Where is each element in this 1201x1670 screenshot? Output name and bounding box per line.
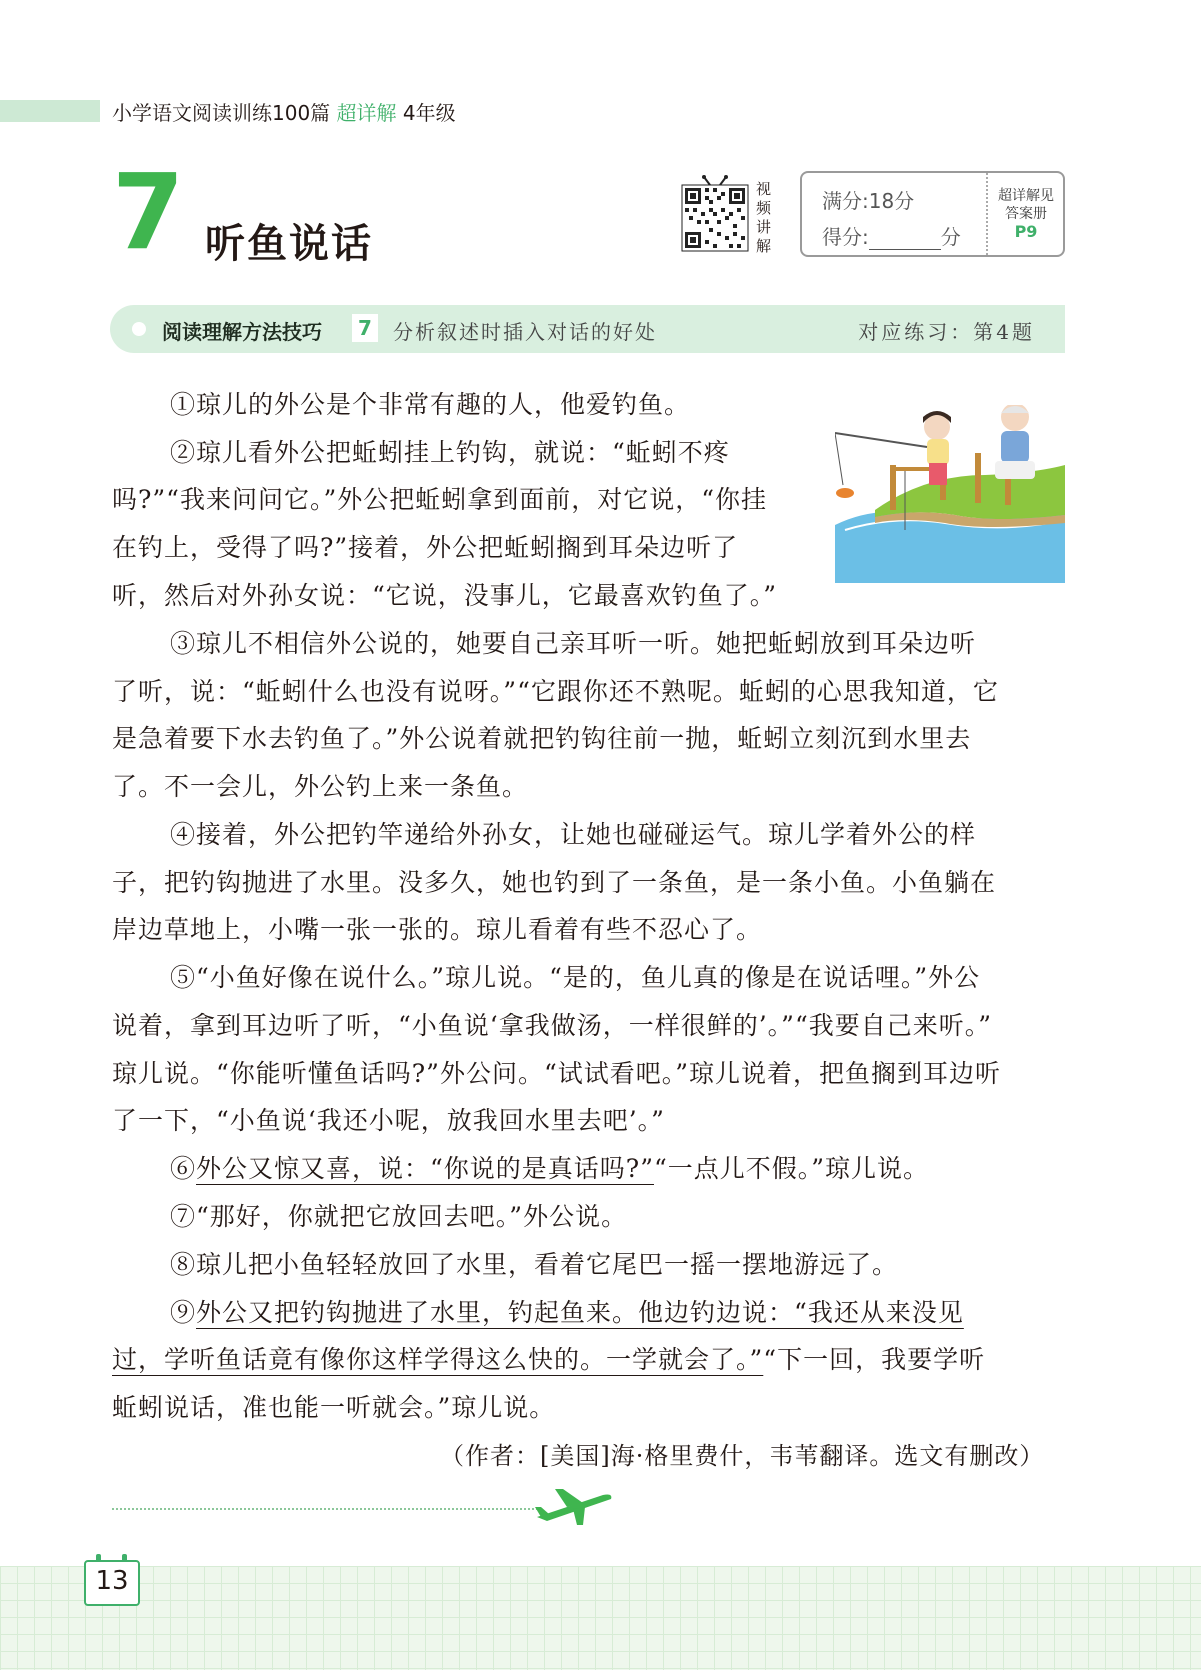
page-number-box <box>84 1560 140 1606</box>
passage-line: ⑤“小鱼好像在说什么。”琼儿说。“是的，鱼儿真的像是在说话哩。”外公 <box>170 963 981 992</box>
passage-line: 了。不一会儿，外公钓上来一条鱼。 <box>112 772 529 801</box>
header-color-bar <box>0 100 100 122</box>
book-header <box>112 97 456 126</box>
airplane-icon <box>533 1487 615 1527</box>
passage-line: 了一下，“小鱼说‘我还小呢，放我回水里去吧’。” <box>112 1106 665 1135</box>
passage-line: 了听，说：“蚯蚓什么也没有说呀。”“它跟你还不熟呢。蚯蚓的心思我知道，它 <box>112 677 999 706</box>
answer-ref-line1: 超详解见 <box>998 188 1054 204</box>
passage-line: 琼儿说。“你能听懂鱼话吗?”外公问。“试试看吧。”琼儿说着，把鱼搁到耳边听 <box>112 1059 1002 1088</box>
method-number: 7 <box>352 314 378 342</box>
passage-line: ③琼儿不相信外公说的，她要自己亲耳听一听。她把蚯蚓放到耳朵边听 <box>170 629 977 658</box>
passage-line <box>170 1152 929 1186</box>
answer-ref-line2: 答案册 <box>1005 206 1047 222</box>
passage-line: ②琼儿看外公把蚯蚓挂上钓钩，就说：“蚯蚓不疼 <box>170 438 730 467</box>
method-description: 分析叙述时插入对话的好处 <box>393 320 657 344</box>
passage-line: 说着，拿到耳边听了听，“小鱼说‘拿我做汤，一样很鲜的’。”“我要自己来听。” <box>112 1011 993 1040</box>
passage-line: 子，把钓钩抛进了水里。没多久，她也钓到了一条鱼，是一条小鱼。小鱼躺在 <box>112 868 997 897</box>
footer-grid-background <box>0 1566 1201 1670</box>
passage-line: 吗?”“我来问问它。”外公把蚯蚓拿到面前，对它说，“你挂 <box>112 485 768 514</box>
passage-line <box>170 1296 964 1330</box>
lesson-title: 听鱼说话 <box>205 221 373 267</box>
passage-line: ①琼儿的外公是个非常有趣的人，他爱钓鱼。 <box>170 390 691 419</box>
passage-line: ④接着，外公把钓竿递给外孙女，让她也碰碰运气。琼儿学着外公的样 <box>170 820 977 849</box>
passage-text: “下一回，我要学听 <box>763 1345 986 1374</box>
passage-line: 在钓上，受得了吗?”接着，外公把蚯蚓搁到耳朵边听了 <box>112 533 739 562</box>
qr-code-icon[interactable] <box>680 175 750 255</box>
passage-line: 蚯蚓说话，准也能一听就会。”琼儿说。 <box>112 1393 556 1422</box>
underlined-sentence: 外公又把钓钩抛进了水里，钓起鱼来。 <box>196 1298 639 1327</box>
passage-line: ⑦“那好，你就把它放回去吧。”外公说。 <box>170 1202 628 1231</box>
score-field[interactable] <box>822 221 961 250</box>
underlined-sentence: 外公又惊又喜，说：“你说的是真话吗?” <box>196 1154 654 1183</box>
score-unit: 分 <box>940 225 961 249</box>
passage-line: 岸边草地上，小嘴一张一张的。琼儿看着有些不忍心了。 <box>112 915 763 944</box>
score-box <box>800 171 1065 257</box>
method-banner <box>110 305 1065 353</box>
passage-line: 听，然后对外孙女说：“它说，没事儿，它最喜欢钓鱼了。” <box>112 581 778 610</box>
passage-line: 是急着要下水去钓鱼了。”外公说着就把钓钩往前一抛，蚯蚓立刻沉到水里去 <box>112 724 972 753</box>
qr-video-label: 视频讲解 <box>756 180 772 255</box>
passage-line <box>112 1343 985 1377</box>
answer-page: P9 <box>1014 222 1038 241</box>
footer-dotted-line <box>112 1508 542 1510</box>
passage-text: “一点儿不假。”琼儿说。 <box>653 1154 930 1183</box>
page-number: 13 <box>95 1566 129 1596</box>
underlined-sentence: 他边钓边说：“我还从来没见 <box>638 1298 964 1327</box>
paragraph-marker: ⑥ <box>170 1154 197 1183</box>
score-divider <box>986 173 989 255</box>
source-citation: （作者：[美国]海·格里费什，韦苇翻译。选文有删改） <box>440 1442 1045 1470</box>
underlined-sentence: 过，学听鱼话竟有像你这样学得这么快的。一学就会了。” <box>112 1345 764 1374</box>
practice-reference: 对应练习：第4题 <box>858 320 1035 344</box>
full-score: 满分:18分 <box>822 189 915 213</box>
lesson-number: 7 <box>112 151 185 273</box>
grade-label: 4年级 <box>402 101 456 125</box>
edition-label: 超详解 <box>336 101 397 125</box>
paragraph-marker: ⑨ <box>170 1298 197 1327</box>
passage-line: ⑧琼儿把小鱼轻轻放回了水里，看着它尾巴一摇一摆地游远了。 <box>170 1250 899 1279</box>
method-label: 阅读理解方法技巧 <box>162 320 322 344</box>
score-got-label: 得分: <box>822 225 869 249</box>
answer-reference <box>990 187 1062 241</box>
fishing-illustration <box>835 405 1065 583</box>
calendar-rings-icon <box>86 1554 138 1562</box>
bullet-dot-icon <box>132 322 146 336</box>
book-title: 小学语文阅读训练100篇 <box>112 101 331 125</box>
score-blank[interactable] <box>869 231 941 250</box>
